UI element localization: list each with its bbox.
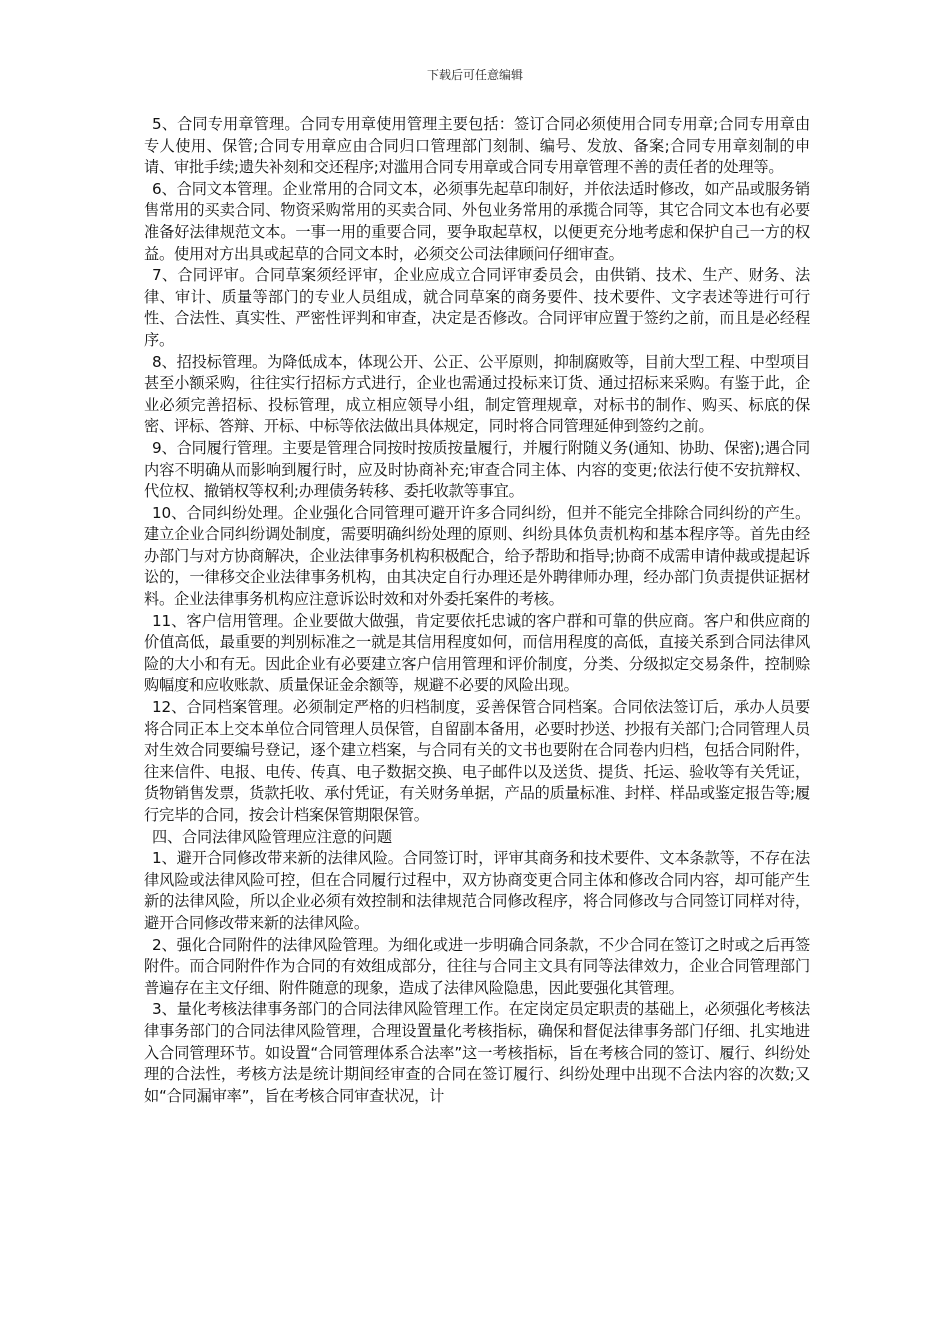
paragraph-archive: 12、合同档案管理。必须制定严格的归档制度，妥善保管合同档案。合同依法签订后，承办人员要将合同正本上交本单位合同管理人员保管，自留副本备用，必要时抄送、抄报有关部门;合同管理人员对生效合同要编号登记，逐个建立档案，与合同有关的文书也要附在合同卷内归档，包括合同附件，往来信件、电报、电传、传真、电子数据交换、电子邮件以及送货、提货、托运、验收等有关凭证，货物销售发票，货款托收、承付凭证，有关财务单据，产品的质量标准、封样、样品或鉴定报告等;履行完毕的合同，按会计档案保管期限保管。: [144, 698, 810, 824]
paragraph-assessment: 3、量化考核法律事务部门的合同法律风险管理工作。在定岗定员定职责的基础上，必须强化考核法律事务部门的合同法律风险管理，合理设置量化考核指标，确保和督促法律事务部门仔细、扎实地进入合同管理环节。如设置“合同管理体系合法率”这一考核指标，旨在考核合同的签订、履行、纠纷处理的合法性，考核方法是统计期间经审查的合同在签订履行、纠纷处理中出现不合法内容的次数;又如“合同漏审率”，旨在考核合同审查状况，计: [144, 1000, 810, 1105]
paragraph-bidding: 8、招投标管理。为降低成本，体现公开、公正、公平原则，抑制腐败等，目前大型工程、中型项目甚至小额采购，往往实行招标方式进行，企业也需通过投标来订货、通过招标来采购。有鉴于此，企业必须完善招标、投标管理，成立相应领导小组，制定管理规章，对标书的制作、购买、标底的保密、评标、答辩、开标、中标等依法做出具体规定，同时将合同管理延伸到签约之前。: [144, 352, 810, 436]
paragraph-dispute: 10、合同纠纷处理。企业强化合同管理可避开许多合同纠纷，但并不能完全排除合同纠纷的产生。建立企业合同纠纷调处制度，需要明确纠纷处理的原则、纠纷具体负责机构和基本程序等。首先由经办部门与对方协商解决，企业法律事务机构积极配合，给予帮助和指导;协商不成需申请仲裁或提起诉讼的，一律移交企业法律事务机构，由其决定自行办理还是外聘律师办理，经办部门负责提供证据材料。企业法律事务机构应注意诉讼时效和对外委托案件的考核。: [144, 503, 810, 609]
paragraph-contract-seal: 5、合同专用章管理。合同专用章使用管理主要包括：签订合同必须使用合同专用章;合同专用章由专人使用、保管;合同专用章应由合同归口管理部门刻制、编号、发放、备案;合同专用章刻制的申请、审批手续;遗失补刻和交还程序;对滥用合同专用章或合同专用章管理不善的责任者的处理等。: [144, 115, 810, 177]
paragraph-contract-review: 7、合同评审。合同草案须经评审，企业应成立合同评审委员会，由供销、技术、生产、财务、法律、审计、质量等部门的专业人员组成，就合同草案的商务要件、技术要件、文字表述等进行可行性、合法性、真实性、严密性评判和审查，决定是否修改。合同评审应置于签约之前，而且是必经程序。: [144, 266, 810, 349]
section-heading: 四、合同法律风险管理应注意的问题: [152, 827, 392, 846]
paragraph-modification-risk: 1、避开合同修改带来新的法律风险。合同签订时，评审其商务和技术要件、文本条款等，不存在法律风险或法律风险可控，但在合同履行过程中，双方协商变更合同主体和修改合同内容，却可能产生新的法律风险，所以企业必须有效控制和法律规范合同修改程序，将合同修改与合同签订同样对待，避开合同修改带来新的法律风险。: [144, 849, 810, 932]
document-body: [144, 114, 810, 1107]
paragraph-performance: 9、合同履行管理。主要是管理合同按时按质按量履行，并履行附随义务(通知、协助、保密);遇合同内容不明确从而影响到履行时，应及时协商补充;审查合同主体、内容的变更;依法行使不安抗辩权、代位权、撤销权等权利;办理债务转移、委托收款等事宜。: [144, 438, 810, 501]
page-header: 下载后可任意编辑: [426, 68, 523, 82]
paragraph-contract-text: 6、合同文本管理。企业常用的合同文本，必须事先起草印制好，并依法适时修改，如产品或服务销售常用的买卖合同、物资采购常用的买卖合同、外包业务常用的承揽合同等，其它合同文本也有必要准备好法律规范文本。一事一用的重要合同，要争取起草权，以便更充分地考虑和保护自己一方的权益。使用对方出具或起草的合同文本时，必须交公司法律顾问仔细审查。: [144, 179, 810, 263]
paragraph-credit: 11、客户信用管理。企业要做大做强，肯定要依托忠诚的客户群和可靠的供应商。客户和供应商的价值高低，最重要的判别标准之一就是其信用程度如何，而信用程度的高低，直接关系到合同法律风险的大小和有无。因此企业有必要建立客户信用管理和评价制度，分类、分级拟定交易条件，控制赊购幅度和应收账款、质量保证金余额等，规避不必要的风险出现。: [144, 611, 810, 695]
paragraph-annex-risk: 2、强化合同附件的法律风险管理。为细化或进一步明确合同条款，不少合同在签订之时或之后再签附件。而合同附件作为合同的有效组成部分，往往与合同主文具有同等法律效力，企业合同管理部门普遍存在主文仔细、附件随意的现象，造成了法律风险隐患，因此要强化其管理。: [144, 935, 810, 997]
